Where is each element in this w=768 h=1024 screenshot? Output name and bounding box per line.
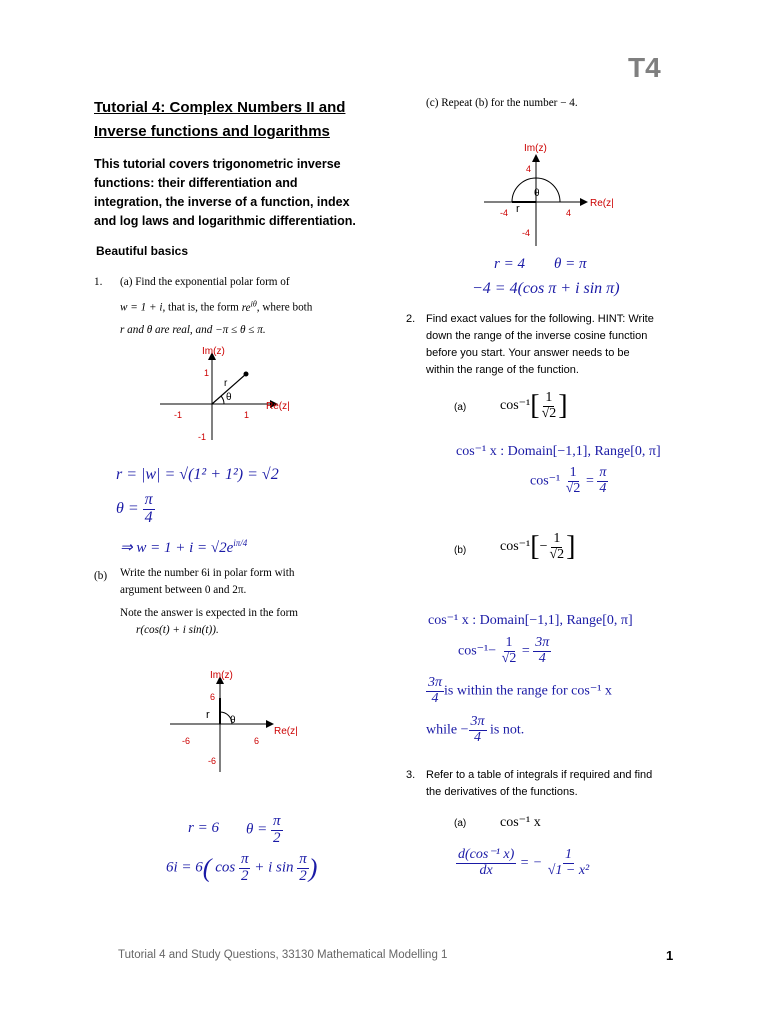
q2a-ans-den: √2 bbox=[565, 480, 581, 496]
q1-number: 1. bbox=[94, 276, 103, 288]
section-heading: Beautiful basics bbox=[96, 244, 189, 258]
eq-mid: + i sin bbox=[254, 859, 294, 876]
q2b-note-2 bbox=[426, 715, 524, 745]
q2a-func: cos⁻¹ bbox=[500, 398, 531, 414]
q2a-ans-rden: 4 bbox=[599, 480, 607, 496]
eq-lhs: 6i = 6 bbox=[166, 859, 203, 876]
q1b-line: argument between 0 and 2π. bbox=[120, 584, 247, 596]
im-axis-label: Im(z) bbox=[202, 346, 225, 357]
page-title bbox=[94, 96, 345, 144]
q1a-line: w = 1 + i, that is, the form $re^{i\theta}$, where both bbox=[120, 299, 313, 314]
q1a-text-part: that is, the form bbox=[165, 301, 242, 314]
svg-text:Re(z|: Re(z| bbox=[590, 198, 614, 209]
svg-text:6: 6 bbox=[210, 692, 216, 702]
intro-line: integration, the inverse of a function, index bbox=[94, 195, 350, 209]
q3-line: the derivatives of the functions. bbox=[426, 786, 578, 798]
q1b-answer-r: r = 6 bbox=[188, 820, 219, 836]
q3a-lhs-num: d(cos⁻¹ x) bbox=[458, 847, 515, 862]
note2-pre: while − bbox=[426, 722, 469, 738]
q2-line: before you start. Your answer needs to be bbox=[426, 347, 630, 359]
svg-text:-4: -4 bbox=[500, 208, 509, 218]
q2b-domain: cos⁻¹ x : Domain[−1,1], Range[0, π] bbox=[428, 613, 633, 628]
svg-text:r: r bbox=[224, 378, 228, 389]
q2a-domain: cos⁻¹ x : Domain[−1,1], Range[0, π] bbox=[456, 444, 661, 459]
q1c-answer-r: r = 4 bbox=[494, 256, 525, 272]
q2a-expression: cos⁻¹[ $\frac{1}{√2}$ ] bbox=[500, 389, 568, 421]
note2-text: is not. bbox=[486, 722, 525, 738]
q1b-text bbox=[120, 565, 380, 639]
svg-text:-4: -4 bbox=[522, 228, 531, 238]
svg-text:1: 1 bbox=[204, 368, 210, 378]
q2b-ans-lhs: cos⁻¹− bbox=[458, 643, 497, 659]
q1a-line: r and θ are real, and −π ≤ θ ≤ π. bbox=[120, 323, 266, 336]
q2-number: 2. bbox=[406, 313, 416, 325]
q3a-expression: cos⁻¹ x bbox=[500, 815, 541, 830]
q3a-label: (a) bbox=[454, 818, 467, 829]
argand-diagram-2 bbox=[170, 668, 310, 776]
q1b-answer-theta bbox=[246, 814, 283, 847]
theta-lhs: θ = bbox=[116, 499, 139, 517]
q2b-ans-num: 1 bbox=[505, 635, 513, 650]
svg-text:-6: -6 bbox=[208, 756, 217, 766]
intro-line: functions: their differentiation and bbox=[94, 176, 298, 190]
q2a-num: 1 bbox=[545, 389, 553, 405]
page-number: 1 bbox=[666, 948, 674, 963]
q1c-answer-eq: −4 = 4(cos π + i sin π) bbox=[472, 280, 620, 297]
q1a-answer-r: r = |w| = √(1² + 1²) = √2 bbox=[116, 466, 279, 483]
q1b-answer-equation: 6i = 6( cos $\frac{\pi}{2}$ + i sin $\frac{\pi}{2}$ ) bbox=[166, 851, 318, 884]
q2b-ans-den: √2 bbox=[501, 650, 517, 666]
q2b-num: 1 bbox=[553, 530, 561, 546]
theta-num: π bbox=[273, 813, 281, 829]
footer-text: Tutorial 4 and Study Questions, 33130 Mathematical Modelling 1 bbox=[118, 949, 448, 961]
q2a-ans-lhs: cos⁻¹ bbox=[530, 473, 561, 489]
q2b-answer: cos⁻¹− $\frac{1}{√2}$ = $\frac{3\pi}{4}$ bbox=[458, 635, 550, 666]
q3a-rhs-num: 1 bbox=[564, 847, 572, 862]
title-line-1: Tutorial 4: Complex Numbers II and bbox=[94, 99, 346, 116]
q2a-den: √2 bbox=[541, 405, 557, 421]
q1a-tail: , where both bbox=[256, 301, 313, 314]
q2b-expression: cos⁻¹[− $\frac{1}{√2}$ ] bbox=[500, 530, 576, 562]
svg-text:Re(z|: Re(z| bbox=[274, 726, 298, 737]
theta-den: 2 bbox=[273, 829, 281, 846]
note1-den: 4 bbox=[431, 690, 439, 706]
q2a-label: (a) bbox=[454, 402, 467, 413]
svg-text:4: 4 bbox=[526, 164, 532, 174]
svg-text:-1: -1 bbox=[198, 432, 207, 442]
q3-text bbox=[426, 767, 696, 801]
svg-text:r: r bbox=[206, 709, 210, 721]
page-tag: T4 bbox=[628, 52, 661, 83]
theta-den: 4 bbox=[144, 508, 153, 526]
q2b-ans-rnum: 3π bbox=[535, 635, 550, 650]
q1b-label: (b) bbox=[94, 570, 108, 582]
title-line-2: Inverse functions and logarithms bbox=[94, 123, 330, 140]
svg-text:θ: θ bbox=[534, 188, 540, 199]
theta-num: π bbox=[144, 491, 153, 508]
argand-diagram-3 bbox=[480, 140, 620, 248]
q2-line: Find exact values for the following. HINT: Write bbox=[426, 313, 654, 325]
q2b-label: (b) bbox=[454, 545, 467, 556]
intro-paragraph bbox=[94, 155, 384, 231]
q2b-ans-rden: 4 bbox=[538, 650, 546, 666]
w-expr: ⇒ w = 1 + i = √2e bbox=[120, 540, 234, 556]
note1-text: is within the range for cos⁻¹ x bbox=[444, 683, 612, 699]
q2b-den: √2 bbox=[549, 546, 565, 562]
q3a-lhs-den: dx bbox=[479, 862, 493, 878]
q1b-line: r(cos(t) + i sin(t)). bbox=[136, 624, 219, 636]
svg-text:r: r bbox=[516, 203, 520, 215]
q1a-answer-w bbox=[120, 538, 247, 557]
svg-text:Im(z): Im(z) bbox=[524, 143, 547, 154]
q2-line: down the range of the inverse cosine function bbox=[426, 330, 648, 342]
svg-text:-6: -6 bbox=[182, 736, 191, 746]
note1-num: 3π bbox=[428, 675, 443, 690]
note2-den: 4 bbox=[474, 729, 481, 745]
svg-text:1: 1 bbox=[244, 410, 250, 420]
note2-num: 3π bbox=[470, 714, 485, 729]
q2a-ans-num: 1 bbox=[569, 465, 577, 480]
q1a-answer-theta bbox=[116, 492, 155, 527]
q2-text bbox=[426, 311, 696, 379]
svg-text:6: 6 bbox=[254, 736, 260, 746]
q2-line: within the range of the function. bbox=[426, 364, 579, 376]
svg-text:θ: θ bbox=[226, 392, 232, 403]
q1a-math: w = 1 + i, bbox=[120, 301, 166, 314]
q1b-line: Write the number 6i in polar form with bbox=[120, 567, 295, 579]
argand-diagram-1 bbox=[160, 342, 300, 442]
svg-text:Im(z): Im(z) bbox=[210, 670, 233, 681]
q2a-ans-rnum: π bbox=[599, 465, 607, 480]
re-axis-label: Re(z| bbox=[266, 401, 290, 412]
q2b-func: cos⁻¹ bbox=[500, 539, 531, 555]
q1a-line: (a) Find the exponential polar form of bbox=[120, 276, 290, 288]
q1c-text: (c) Repeat (b) for the number − 4. bbox=[426, 97, 578, 109]
w-exponent: iπ/4 bbox=[233, 538, 248, 548]
q3a-rhs-den: √1 − x² bbox=[547, 862, 590, 878]
q1a-text bbox=[120, 271, 380, 341]
eq-cos: cos bbox=[215, 859, 236, 876]
q2a-answer: cos⁻¹ $\frac{1}{√2}$ = $\frac{\pi}{4}$ bbox=[530, 465, 607, 496]
theta-lhs: θ = bbox=[246, 821, 268, 838]
q1b-line: Note the answer is expected in the form bbox=[120, 607, 299, 619]
intro-line: This tutorial covers trigonometric inverse bbox=[94, 157, 341, 171]
q3-number: 3. bbox=[406, 769, 416, 781]
q1c-answer-theta: θ = π bbox=[554, 256, 587, 272]
svg-text:-1: -1 bbox=[174, 410, 183, 420]
intro-line: and log laws and logarithmic differentiation. bbox=[94, 214, 356, 228]
svg-text:4: 4 bbox=[566, 208, 572, 218]
q3a-answer: $\frac{\text{d(cos⁻¹ x)}}{dx}$ = − $\frac{1}{\text{√1 − x²}}$ bbox=[458, 847, 590, 878]
q3-line: Refer to a table of integrals if required and find bbox=[426, 769, 653, 781]
svg-text:θ: θ bbox=[230, 715, 236, 726]
q2b-note-1 bbox=[426, 676, 612, 706]
